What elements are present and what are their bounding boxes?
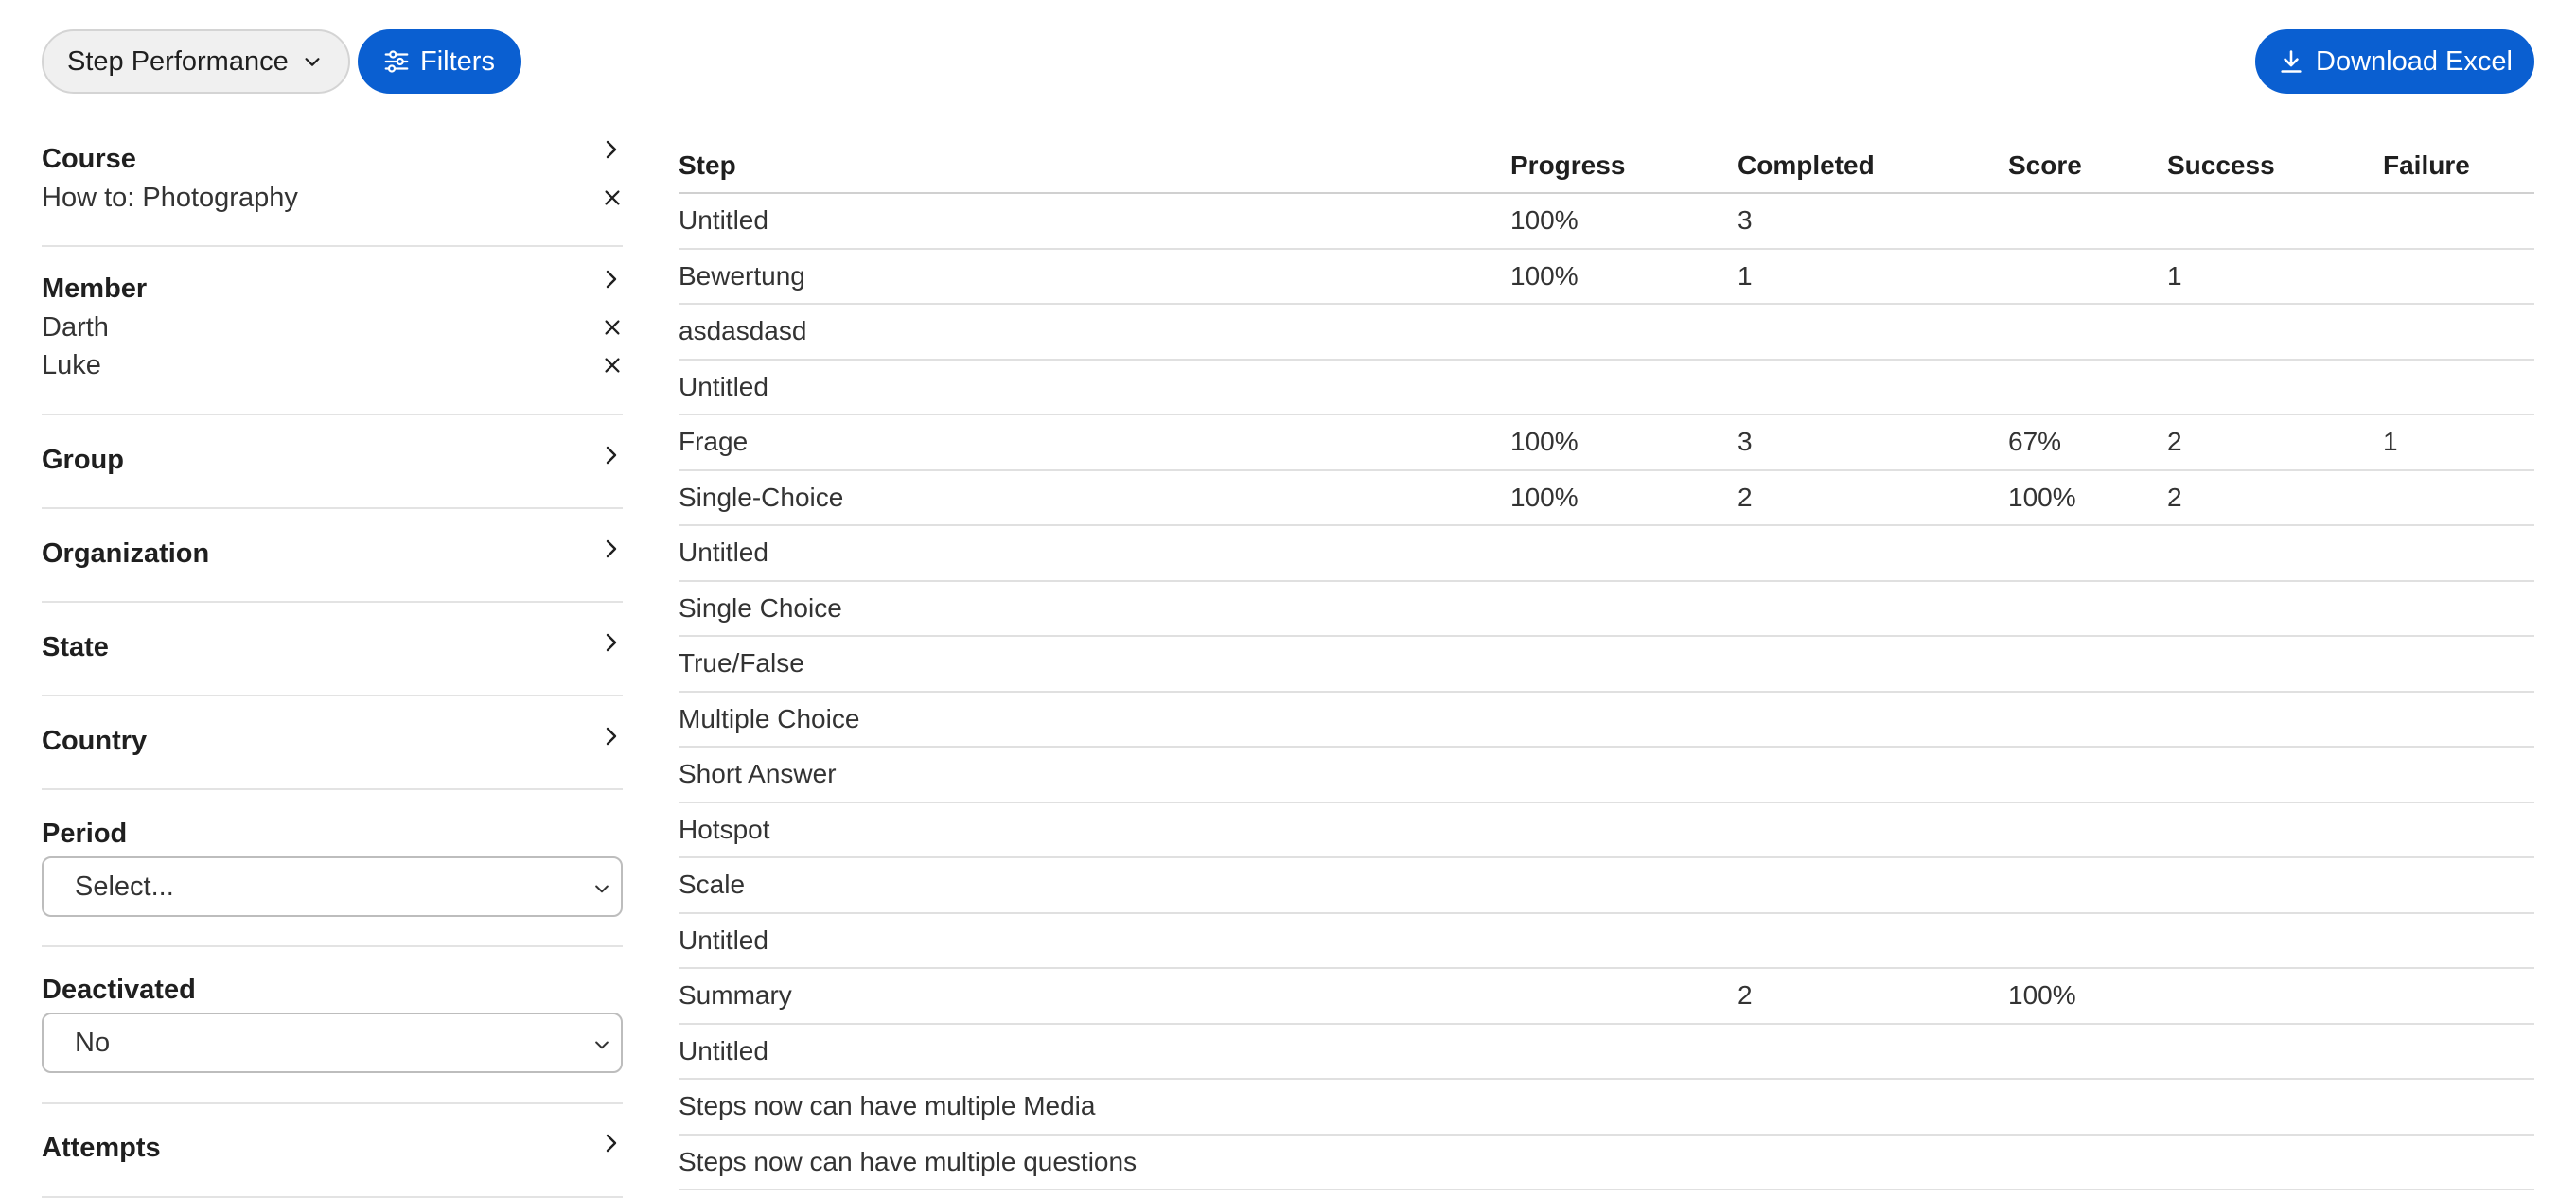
facet-title: State bbox=[42, 632, 109, 662]
facet-member[interactable] bbox=[42, 247, 623, 415]
report-view-label: Step Performance bbox=[67, 45, 289, 77]
cell-step: Summary bbox=[679, 980, 792, 1011]
table-row[interactable] bbox=[679, 250, 2534, 306]
chevron-down-icon bbox=[592, 1035, 611, 1054]
cell-step: Untitled bbox=[679, 371, 768, 401]
cell-score: 100% bbox=[2008, 980, 2076, 1011]
facet-title: Organization bbox=[42, 538, 210, 569]
facet-title: Course bbox=[42, 144, 136, 174]
cell-step: Bewertung bbox=[679, 260, 805, 291]
facet-title: Deactivated bbox=[42, 975, 196, 1005]
cell-completed: 3 bbox=[1738, 205, 1753, 236]
table-row[interactable] bbox=[679, 471, 2534, 527]
cell-step: Single Choice bbox=[679, 592, 842, 623]
column-header-failure[interactable]: Failure bbox=[2383, 150, 2470, 180]
facet-state[interactable] bbox=[42, 603, 623, 696]
facet-attempts[interactable] bbox=[42, 1104, 623, 1198]
facet-title: Member bbox=[42, 273, 148, 304]
chevron-down-icon bbox=[302, 51, 323, 72]
filters-label: Filters bbox=[420, 45, 495, 77]
facet-course[interactable] bbox=[42, 125, 623, 247]
facet-value-label: How to: Photography bbox=[42, 183, 298, 213]
period-select[interactable] bbox=[42, 856, 623, 917]
filter-sidebar bbox=[42, 125, 623, 1198]
cell-step: Untitled bbox=[679, 537, 768, 568]
cell-step: Untitled bbox=[679, 205, 768, 236]
facet-value bbox=[42, 179, 623, 217]
close-icon[interactable] bbox=[602, 317, 623, 338]
cell-progress: 100% bbox=[1510, 205, 1579, 236]
step-performance-table bbox=[679, 135, 2534, 1190]
close-icon[interactable] bbox=[602, 187, 623, 208]
table-header bbox=[679, 135, 2534, 194]
cell-completed: 2 bbox=[1738, 482, 1753, 512]
facet-group[interactable] bbox=[42, 415, 623, 509]
column-header-progress[interactable]: Progress bbox=[1510, 150, 1626, 180]
table-row[interactable] bbox=[679, 582, 2534, 638]
chevron-right-icon[interactable] bbox=[600, 537, 623, 560]
chevron-right-icon[interactable] bbox=[600, 444, 623, 467]
cell-success: 2 bbox=[2167, 482, 2182, 512]
filters-button[interactable] bbox=[358, 29, 521, 94]
chevron-right-icon[interactable] bbox=[600, 138, 623, 161]
cell-step: Untitled bbox=[679, 1035, 768, 1066]
column-header-score[interactable]: Score bbox=[2008, 150, 2082, 180]
table-row[interactable] bbox=[679, 637, 2534, 693]
cell-step: Steps now can have multiple Media bbox=[679, 1091, 1096, 1121]
table-body bbox=[679, 194, 2534, 1190]
table-row[interactable] bbox=[679, 748, 2534, 803]
column-header-step[interactable]: Step bbox=[679, 150, 736, 180]
cell-step: Untitled bbox=[679, 925, 768, 955]
facet-value bbox=[42, 308, 623, 346]
facet-value bbox=[42, 346, 623, 384]
facet-organization[interactable] bbox=[42, 509, 623, 603]
sliders-icon bbox=[382, 47, 411, 76]
chevron-right-icon[interactable] bbox=[600, 631, 623, 654]
facet-title: Attempts bbox=[42, 1133, 161, 1163]
facet-title: Country bbox=[42, 726, 148, 756]
chevron-right-icon[interactable] bbox=[600, 725, 623, 748]
table-row[interactable] bbox=[679, 1025, 2534, 1081]
download-icon bbox=[2278, 48, 2304, 75]
cell-completed: 3 bbox=[1738, 427, 1753, 457]
facet-value-label: Darth bbox=[42, 312, 109, 343]
cell-step: Single-Choice bbox=[679, 482, 844, 512]
deactivated-selected: No bbox=[75, 1028, 111, 1058]
chevron-right-icon[interactable] bbox=[600, 1132, 623, 1154]
table-row[interactable] bbox=[679, 693, 2534, 749]
cell-completed: 1 bbox=[1738, 260, 1753, 291]
deactivated-select[interactable] bbox=[42, 1013, 623, 1073]
cell-success: 1 bbox=[2167, 260, 2182, 291]
facet-title: Group bbox=[42, 445, 124, 475]
table-row[interactable] bbox=[679, 194, 2534, 250]
facet-value-label: Luke bbox=[42, 350, 101, 380]
cell-progress: 100% bbox=[1510, 427, 1579, 457]
table-row[interactable] bbox=[679, 1080, 2534, 1136]
cell-step: Scale bbox=[679, 870, 746, 900]
cell-score: 67% bbox=[2008, 427, 2062, 457]
chevron-right-icon[interactable] bbox=[600, 268, 623, 291]
table-row[interactable] bbox=[679, 1136, 2534, 1191]
cell-step: Multiple Choice bbox=[679, 703, 860, 733]
column-header-completed[interactable]: Completed bbox=[1738, 150, 1875, 180]
report-view-select[interactable] bbox=[42, 29, 350, 94]
cell-step: Hotspot bbox=[679, 814, 770, 844]
cell-success: 2 bbox=[2167, 427, 2182, 457]
table-row[interactable] bbox=[679, 305, 2534, 361]
cell-step: True/False bbox=[679, 648, 804, 678]
table-row[interactable] bbox=[679, 415, 2534, 471]
download-label: Download Excel bbox=[2316, 45, 2513, 77]
facet-period bbox=[42, 790, 623, 947]
cell-step: Short Answer bbox=[679, 759, 837, 789]
cell-step: Steps now can have multiple questions bbox=[679, 1146, 1138, 1176]
table-row[interactable] bbox=[679, 858, 2534, 914]
cell-score: 100% bbox=[2008, 482, 2076, 512]
cell-step: asdasdasd bbox=[679, 316, 807, 346]
table-row[interactable] bbox=[679, 914, 2534, 970]
facet-country[interactable] bbox=[42, 696, 623, 790]
download-excel-button[interactable] bbox=[2255, 29, 2534, 94]
chevron-down-icon bbox=[592, 879, 611, 898]
cell-completed: 2 bbox=[1738, 980, 1753, 1011]
table-row[interactable] bbox=[679, 526, 2534, 582]
table-row[interactable] bbox=[679, 969, 2534, 1025]
table-row[interactable] bbox=[679, 361, 2534, 416]
column-header-success[interactable]: Success bbox=[2167, 150, 2275, 180]
table-row[interactable] bbox=[679, 803, 2534, 859]
cell-step: Frage bbox=[679, 427, 749, 457]
facet-deactivated bbox=[42, 947, 623, 1104]
cell-progress: 100% bbox=[1510, 482, 1579, 512]
period-selected: Select... bbox=[75, 872, 174, 902]
facet-title: Period bbox=[42, 819, 128, 849]
toolbar bbox=[0, 0, 2576, 125]
close-icon[interactable] bbox=[602, 355, 623, 376]
cell-failure: 1 bbox=[2383, 427, 2398, 457]
cell-progress: 100% bbox=[1510, 260, 1579, 291]
